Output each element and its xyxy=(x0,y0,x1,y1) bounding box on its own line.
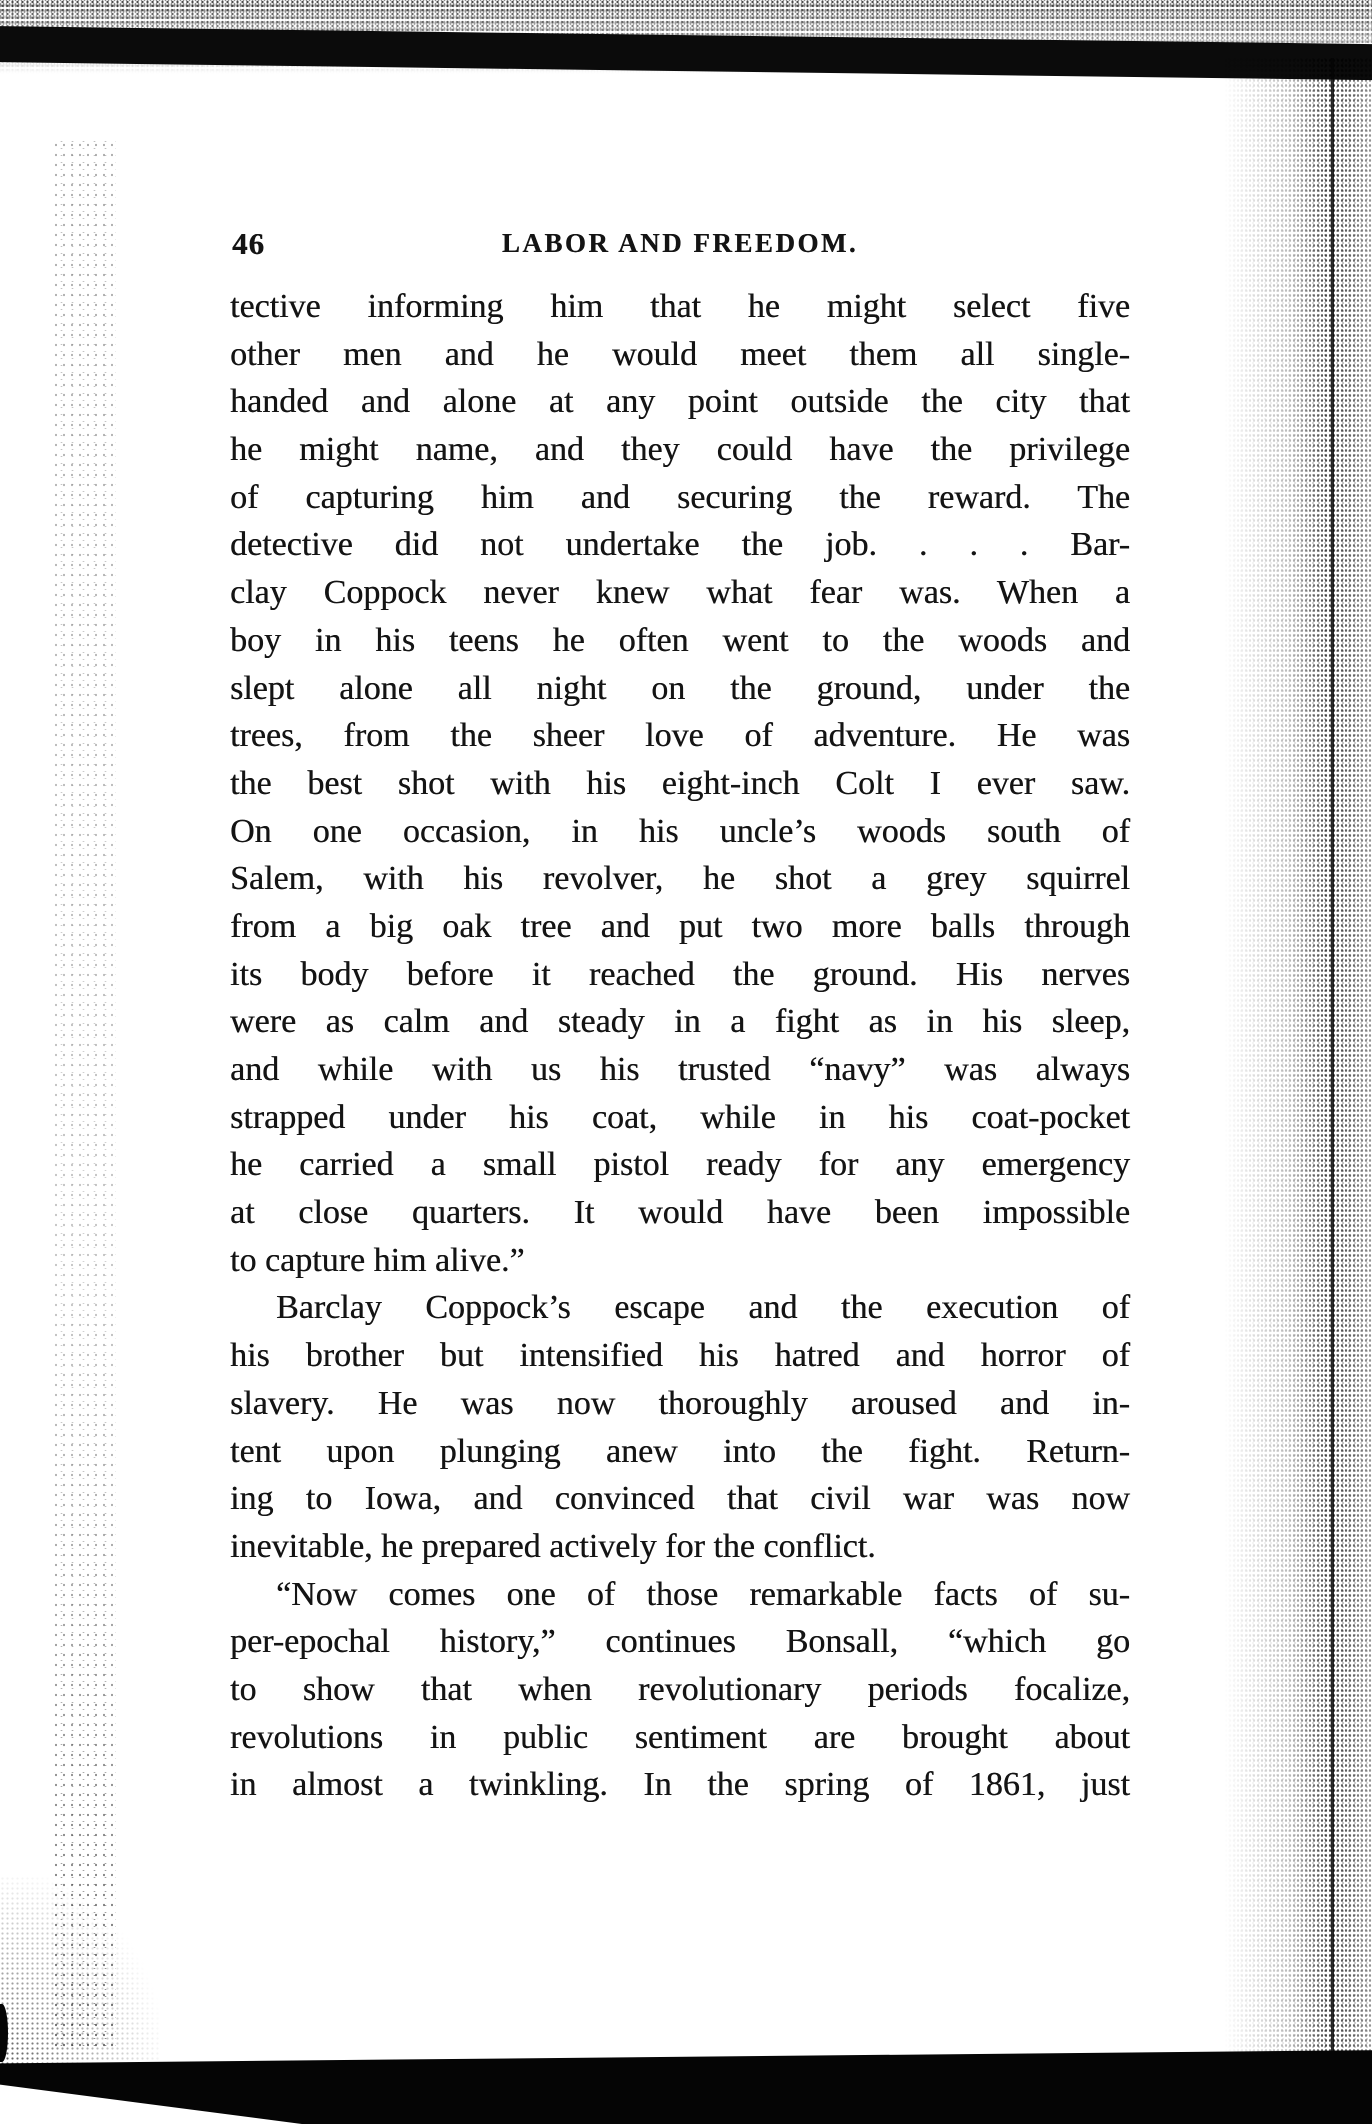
text-line: his brother but intensified his hatred and horror of xyxy=(230,1337,1130,1375)
text-line: tective informing him that he might select five xyxy=(230,288,1130,325)
text-line: Barclay Coppock’s escape and the execution of xyxy=(276,1289,1130,1327)
scan-right-edge-line xyxy=(1331,58,1334,2070)
text-line: revolutions in public sentiment are brought about xyxy=(230,1718,1130,1756)
scan-top-edge-band xyxy=(0,0,1372,86)
text-line: in almost a twinkling. In the spring of 1861, just xyxy=(230,1766,1130,1804)
text-line: slavery. He was now thoroughly aroused and in- xyxy=(230,1384,1130,1422)
text-line: at close quarters. It would have been impossible xyxy=(230,1194,1130,1232)
text-line: he carried a small pistol ready for any emergency xyxy=(230,1146,1130,1184)
text-line: trees, from the sheer love of adventure. He was xyxy=(230,717,1130,755)
text-line: ing to Iowa, and convinced that civil war was now xyxy=(230,1480,1130,1518)
running-header: LABOR AND FREEDOM. xyxy=(501,228,859,258)
text-line: clay Coppock never knew what fear was. When a xyxy=(230,574,1130,612)
text-line: detective did not undertake the job. . . . Bar- xyxy=(230,526,1130,564)
scan-left-gutter-speckle xyxy=(52,140,116,2050)
page-number: 46 xyxy=(232,226,265,261)
text-line: other men and he would meet them all single- xyxy=(230,335,1130,373)
text-line: strapped under his coat, while in his coat-pocket xyxy=(230,1098,1130,1136)
text-line: inevitable, he prepared actively for the conflict. xyxy=(230,1527,876,1565)
text-line: its body before it reached the ground. His nerves xyxy=(230,955,1130,993)
text-line: were as calm and steady in a fight as in his sleep, xyxy=(230,1003,1130,1041)
text-line: boy in his teens he often went to the woods and xyxy=(230,621,1130,659)
text-line: from a big oak tree and put two more balls through xyxy=(230,907,1130,945)
text-line: he might name, and they could have the privilege xyxy=(230,431,1130,469)
scan-bottom-left-speckle xyxy=(0,1876,160,2076)
text-line: On one occasion, in his uncle’s woods south of xyxy=(230,812,1130,850)
scan-bottom-edge-band xyxy=(0,2042,1372,2124)
body-text xyxy=(230,283,1130,1809)
text-line: to show that when revolutionary periods focalize, xyxy=(230,1670,1130,1708)
text-line: to capture him alive.” xyxy=(230,1241,525,1279)
text-line: per-epochal history,” continues Bonsall, “which go xyxy=(230,1623,1130,1661)
text-line: “Now comes one of those remarkable facts of su- xyxy=(276,1575,1130,1613)
scan-right-page-edge xyxy=(1224,58,1372,2070)
text-line: Salem, with his revolver, he shot a grey squirrel xyxy=(230,860,1130,898)
text-line: tent upon plunging anew into the fight. Return- xyxy=(230,1432,1130,1470)
page-header xyxy=(230,226,1130,270)
text-line: and while with us his trusted “navy” was always xyxy=(230,1051,1130,1088)
text-line: of capturing him and securing the reward. The xyxy=(230,478,1130,516)
text-line: the best shot with his eight-inch Colt I ever saw. xyxy=(230,764,1130,802)
text-line: slept alone all night on the ground, under the xyxy=(230,669,1130,707)
text-line: handed and alone at any point outside the city that xyxy=(230,383,1130,421)
